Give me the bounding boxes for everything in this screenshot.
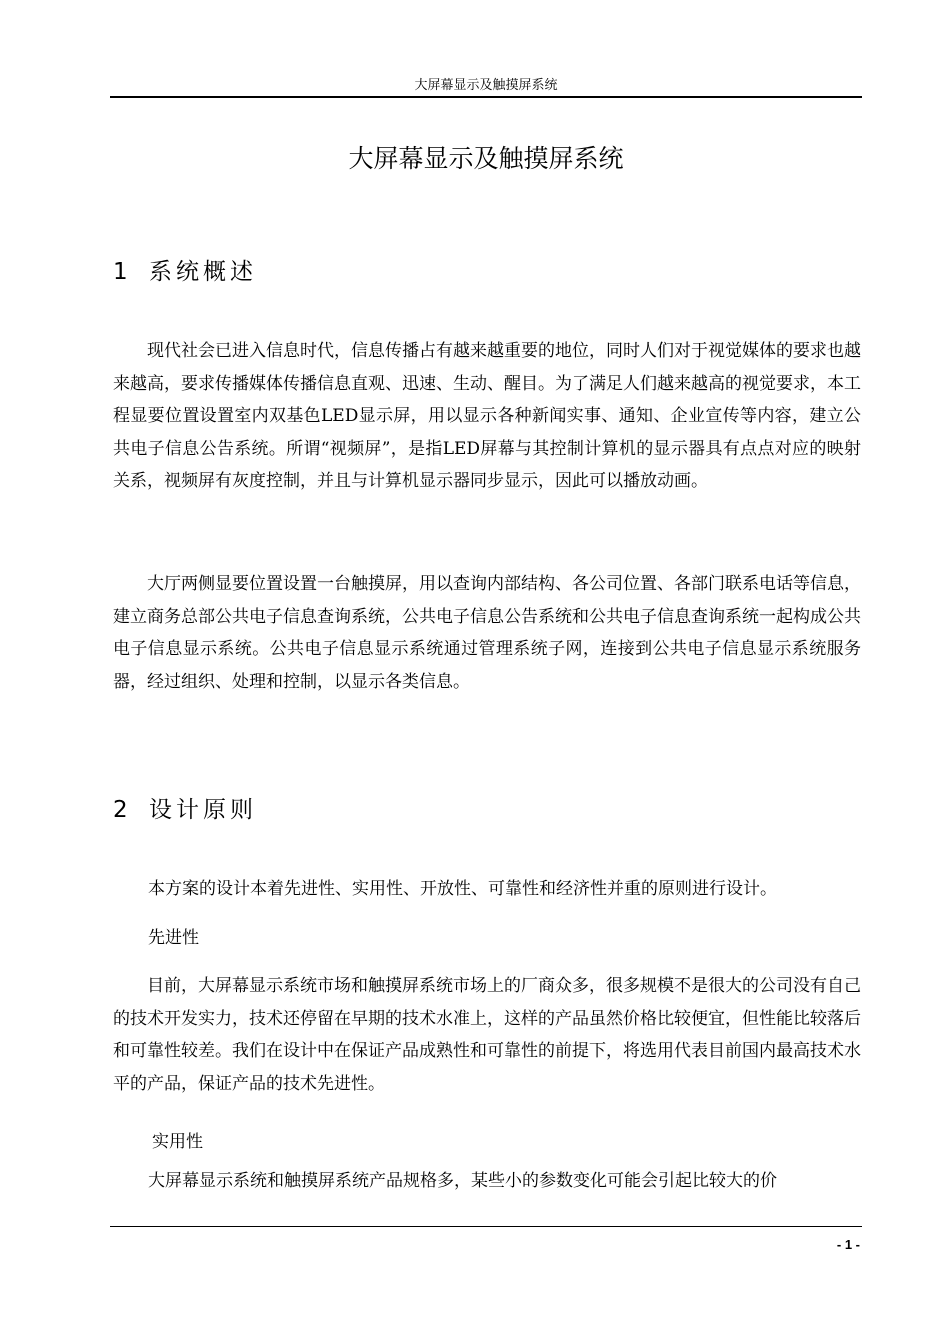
section-2-heading	[113, 795, 257, 825]
footer-rule	[110, 1226, 862, 1227]
section-2-number: 2	[113, 797, 128, 823]
document-title: 大屏幕显示及触摸屏系统	[348, 144, 624, 173]
page-number: - 1 -	[836, 1237, 860, 1252]
header-rule	[110, 96, 862, 98]
section-1-paragraph-2: 大厅两侧显要位置设置一台触摸屏，用以查询内部结构、各公司位置、各部门联系电话等信息，建立商务总部公共电子信息查询系统，公共电子信息公告系统和公共电子信息查询系统一起构成公共电子信息显示系统。公共电子信息显示系统通过管理系统子网，连接到公共电子信息显示系统服务器，经过组织、处理和控制，以显示各类信息。	[113, 574, 861, 692]
section-1-title: 系统概述	[149, 259, 257, 285]
section-2-title: 设计原则	[149, 797, 257, 823]
subsection-practical-title: 实用性	[152, 1132, 203, 1152]
subsection-advanced-text: 目前，大屏幕显示系统市场和触摸屏系统市场上的厂商众多，很多规模不是很大的公司没有自己的技术开发实力，技术还停留在早期的技术水准上，这样的产品虽然价格比较便宜，但性能比较落后和可靠性较差。我们在设计中在保证产品成熟性和可靠性的前提下，将选用代表目前国内最高技术水平的产品，保证产品的技术先进性。	[113, 976, 861, 1094]
section-1-number: 1	[113, 259, 128, 285]
running-header: 大屏幕显示及触摸屏系统	[414, 78, 558, 93]
section-1-heading	[113, 257, 257, 287]
section-1-paragraph-1: 现代社会已进入信息时代，信息传播占有越来越重要的地位，同时人们对于视觉媒体的要求也越来越高，要求传播媒体传播信息直观、迅速、生动、醒目。为了满足人们越来越高的视觉要求，本工程显要位置设置室内双基色LED显示屏，用以显示各种新闻实事、通知、企业宣传等内容，建立公共电子信息公告系统。所谓“视频屏”，是指LED屏幕与其控制计算机的显示器具有点点对应的映射关系，视频屏有灰度控制，并且与计算机显示器同步显示，因此可以播放动画。	[113, 341, 861, 491]
subsection-practical-text: 大屏幕显示系统和触摸屏系统产品规格多，某些小的参数变化可能会引起比较大的价	[148, 1171, 777, 1191]
subsection-advanced-title: 先进性	[148, 928, 199, 948]
section-2-intro: 本方案的设计本着先进性、实用性、开放性、可靠性和经济性并重的原则进行设计。	[148, 879, 777, 899]
